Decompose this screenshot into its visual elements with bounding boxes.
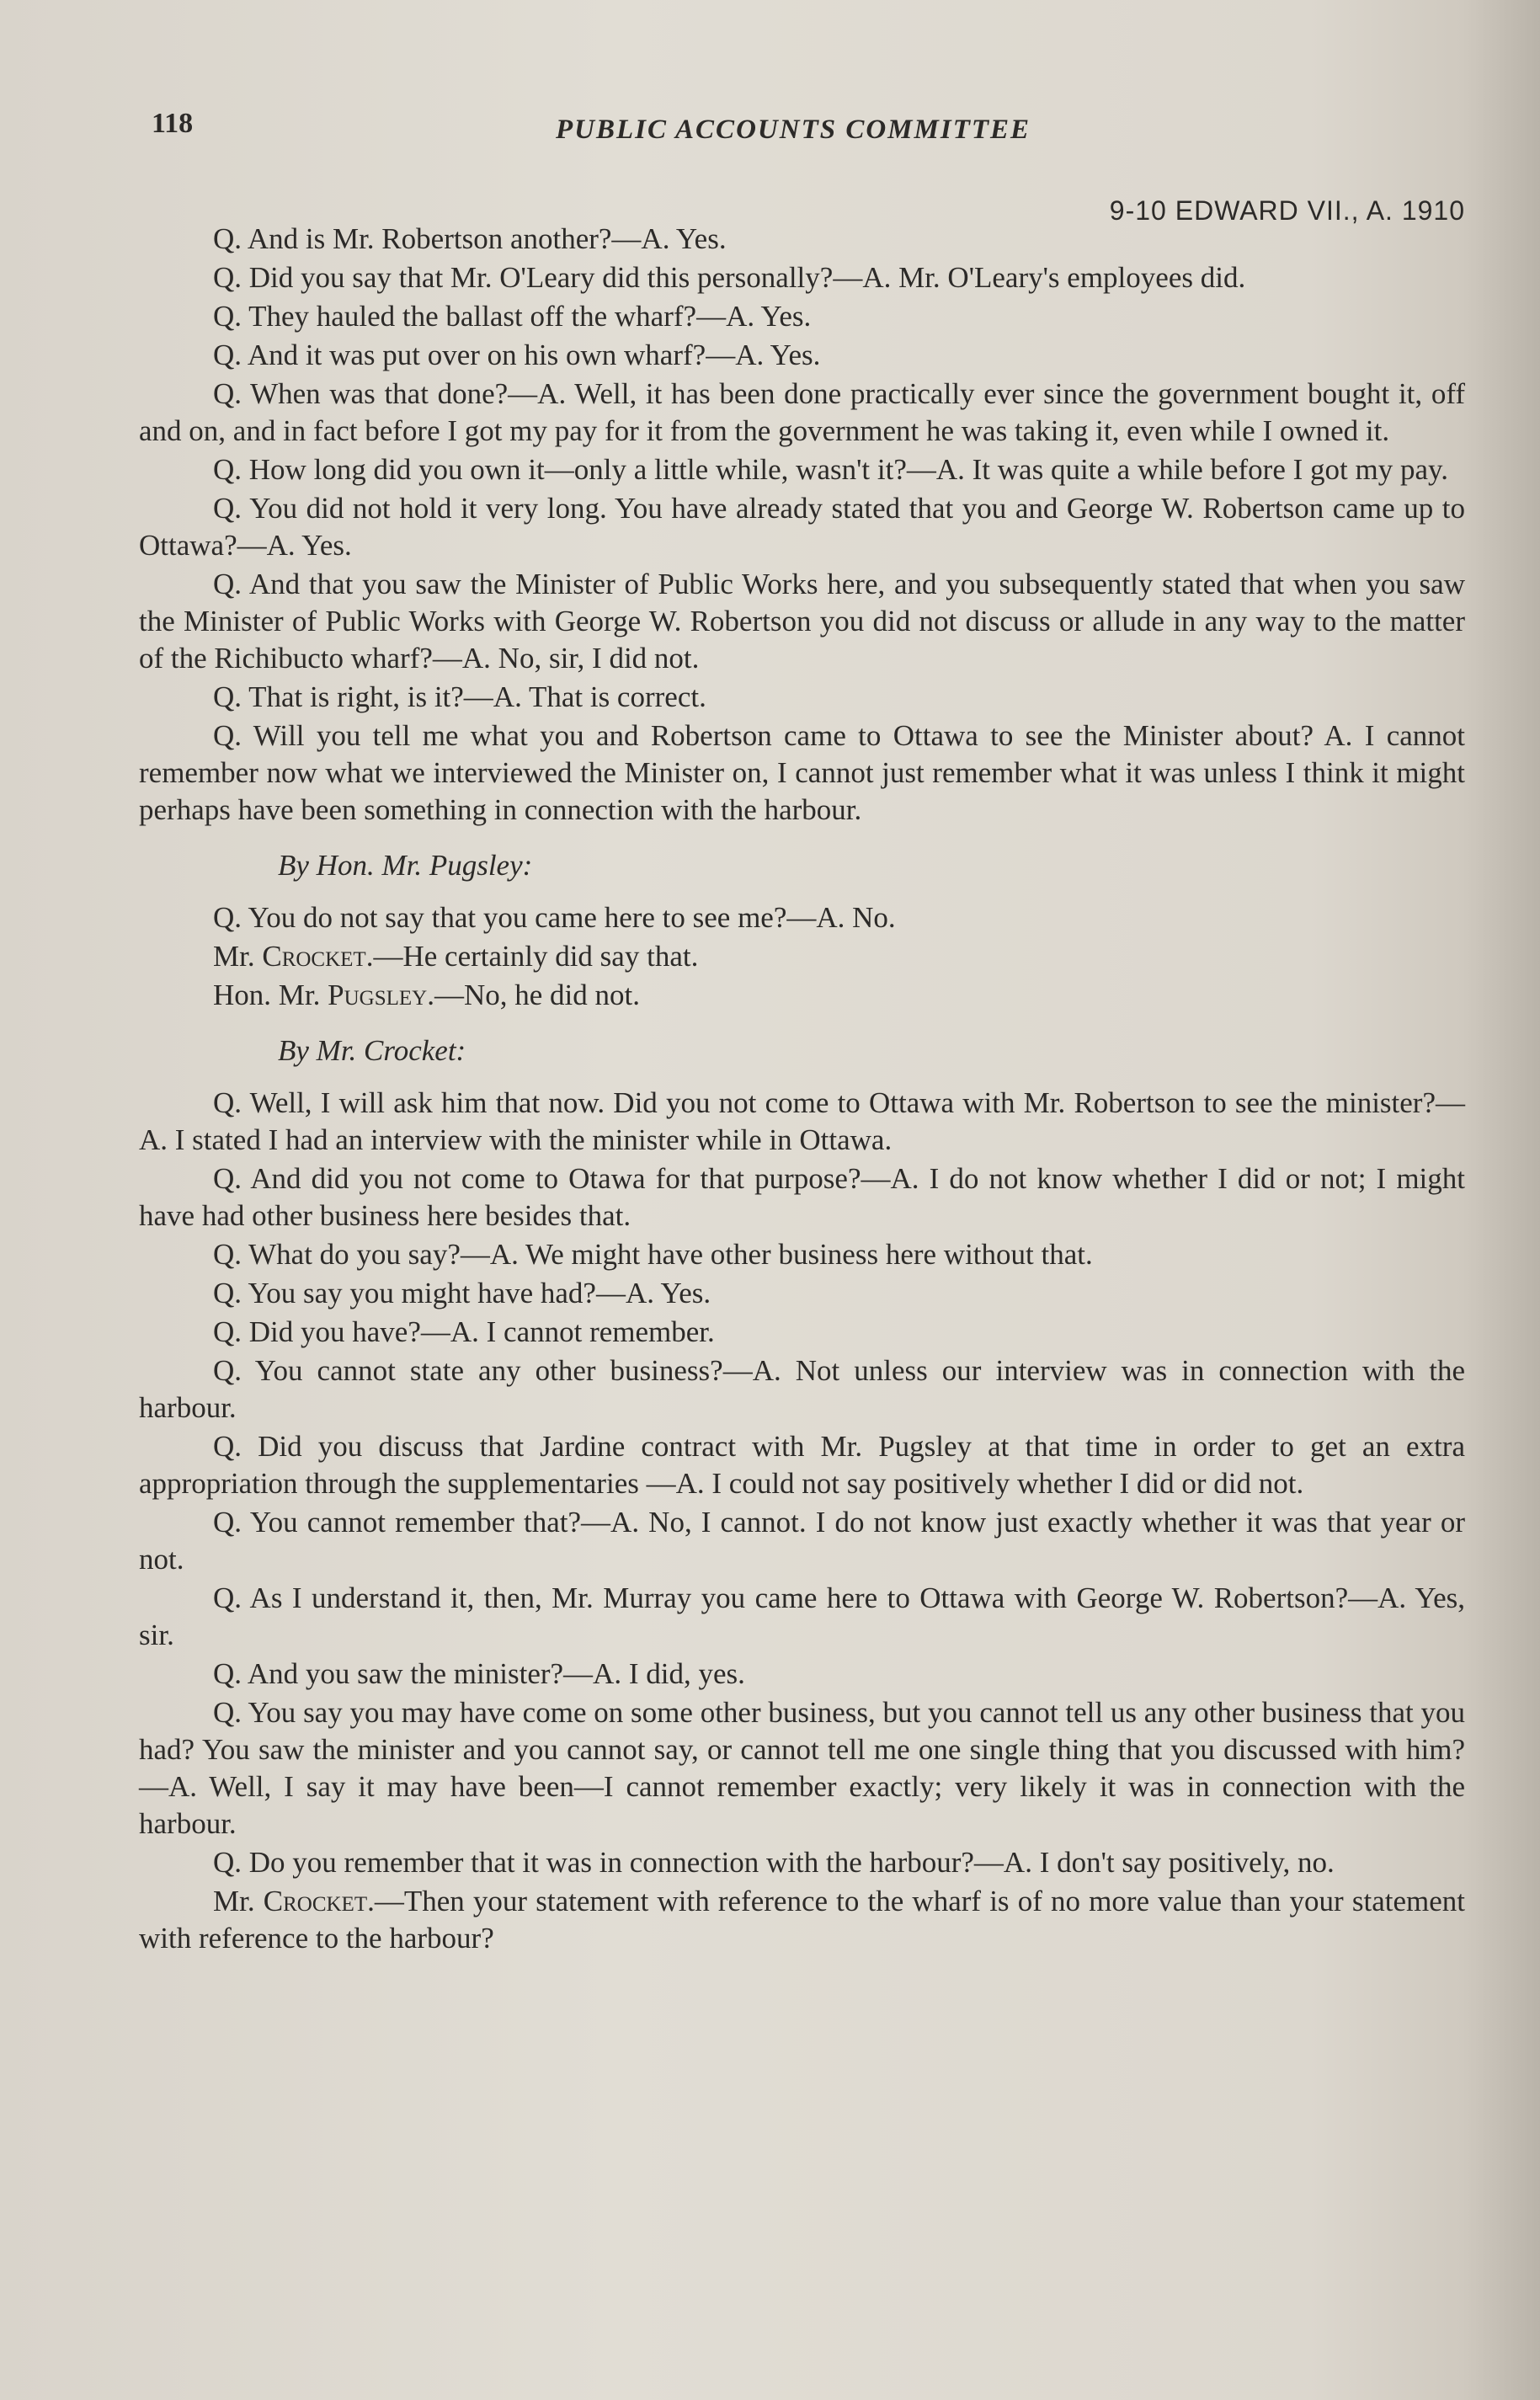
- speaker-title: Mr.: [213, 940, 263, 973]
- speaker-name: Crocket: [262, 940, 366, 973]
- paragraph: Q. Well, I will ask him that now. Did you not come to Ottawa with Mr. Robertson to see the minister?—A. I stated I had an interview with the minister while in Ottawa.: [139, 1086, 1465, 1156]
- paragraph: Q. You cannot remember that?—A. No, I cannot. I do not know just exactly whether it was that year or not.: [139, 1506, 1465, 1576]
- paragraph: Q. When was that done?—A. Well, it has been done practically ever since the government bought it, off and on, and in fact before I got my pay for it from the government he was taking it, even while I owned it.: [139, 377, 1465, 447]
- speaker-line-pugsley: [139, 977, 1465, 1014]
- paragraph: Q. How long did you own it—only a little while, wasn't it?—A. It was quite a while before I got my pay.: [213, 453, 1448, 486]
- page-number: 118: [152, 108, 194, 139]
- paragraph: Q. You did not hold it very long. You have already stated that you and George W. Robertson came up to Ottawa?—A. Yes.: [139, 492, 1465, 562]
- paragraph: Q. And it was put over on his own wharf?—A. Yes.: [213, 339, 821, 371]
- speaker-text: .—Then your statement with reference to the wharf is of no more value than your statement with reference to the harbour?: [139, 1885, 1465, 1955]
- paragraph: Q. You say you might have had?—A. Yes.: [213, 1277, 711, 1309]
- paragraph: Q. You say you may have come on some other business, but you cannot tell us any other business that you had? You saw the minister and you cannot say, or cannot tell me one single thing that you discussed with him?—A. Well, I say it may have been—I cannot remember exactly; very likely it was in connection with the harbour.: [139, 1696, 1465, 1840]
- paragraph: Q. What do you say?—A. We might have other business here without that.: [213, 1238, 1093, 1271]
- paragraph: Q. And that you saw the Minister of Public Works here, and you subsequently stated that when you saw the Minister of Public Works with George W. Robertson you did not discuss or allude in any way to the matter of the Richibucto wharf?—A. No, sir, I did not.: [139, 568, 1465, 675]
- paragraph: Q. And did you not come to Otawa for that purpose?—A. I do not know whether I did or not; I might have had other business here besides that.: [139, 1162, 1465, 1232]
- paragraph: Q. And you saw the minister?—A. I did, yes.: [213, 1657, 745, 1690]
- speaker-text: .—No, he did not.: [427, 979, 640, 1011]
- paragraph: Q. Did you say that Mr. O'Leary did this personally?—A. Mr. O'Leary's employees did.: [213, 261, 1246, 294]
- section-heading-pugsley: By Hon. Mr. Pugsley:: [278, 849, 533, 882]
- paragraph: Q. They hauled the ballast off the wharf?—A. Yes.: [213, 300, 812, 333]
- paragraph: Q. You do not say that you came here to see me?—A. No.: [213, 901, 896, 934]
- paragraph: Q. And is Mr. Robertson another?—A. Yes.: [213, 222, 727, 255]
- speaker-title: Mr.: [213, 1885, 264, 1917]
- speaker-text: .—He certainly did say that.: [365, 940, 699, 973]
- session-label: 9-10 EDWARD VII., A. 1910: [1109, 195, 1465, 226]
- paragraph: Q. Did you discuss that Jardine contract with Mr. Pugsley at that time in order to get an extra appropriation through the supplementaries —A. I could not say positively whether I did or did not.: [139, 1430, 1465, 1500]
- page-header: [152, 108, 1465, 226]
- paragraph: Q. Will you tell me what you and Robertson came to Ottawa to see the Minister about? A. I cannot remember now what we interviewed the Minister on, I cannot just remember what it was unless I think it might perhaps have been something in connection with the harbour.: [139, 719, 1465, 826]
- running-title: PUBLIC ACCOUNTS COMMITTEE: [556, 115, 1031, 145]
- paragraph: Q. That is right, is it?—A. That is correct.: [213, 680, 706, 713]
- paragraph: Q. As I understand it, then, Mr. Murray you came here to Ottawa with George W. Robertson?—A. Yes, sir.: [139, 1581, 1465, 1651]
- paragraph: Q. You cannot state any other business?—A. Not unless our interview was in connection with the harbour.: [139, 1354, 1465, 1424]
- speaker-line-crocket-final: [139, 1883, 1465, 1957]
- document-body: [139, 221, 1465, 1959]
- paragraph: Q. Do you remember that it was in connection with the harbour?—A. I don't say positively, no.: [213, 1846, 1335, 1879]
- speaker-line-crocket: [139, 938, 1465, 975]
- speaker-name: Crocket: [263, 1885, 368, 1917]
- section-heading-crocket: By Mr. Crocket:: [278, 1034, 466, 1067]
- speaker-name: Pugsley: [328, 979, 428, 1011]
- speaker-title: Hon. Mr.: [213, 979, 328, 1011]
- paragraph: Q. Did you have?—A. I cannot remember.: [213, 1315, 715, 1348]
